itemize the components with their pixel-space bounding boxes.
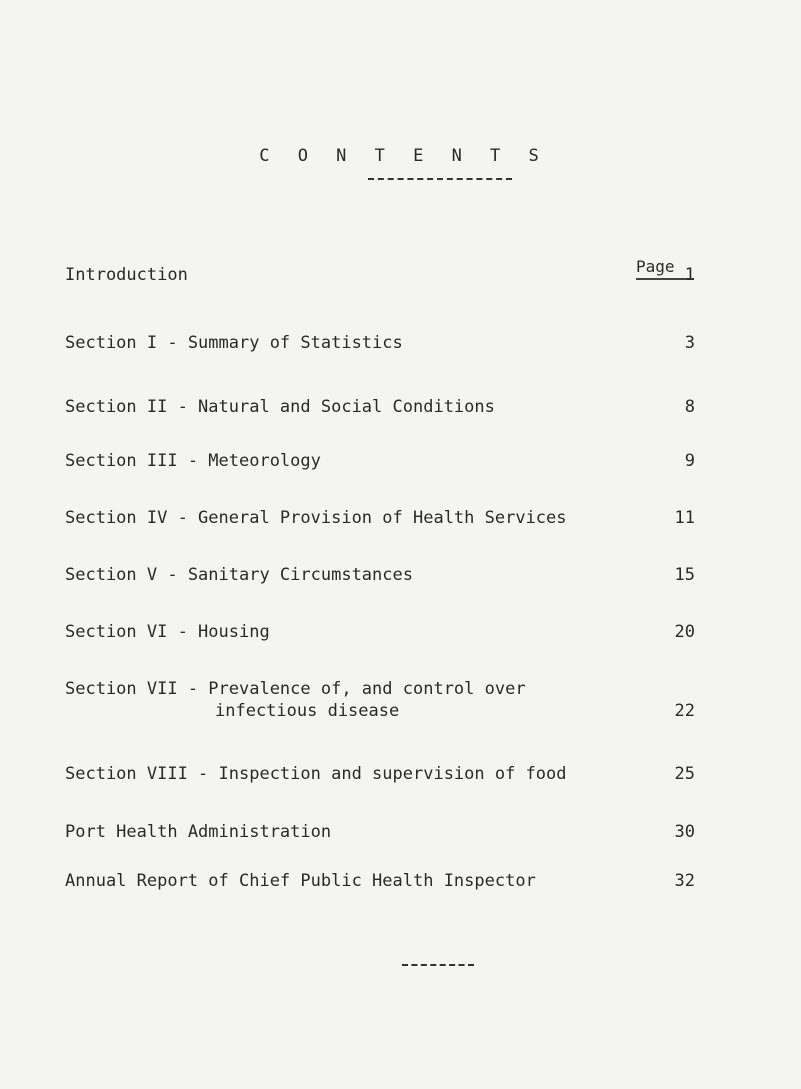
toc-entry-page: 15 [674,565,695,585]
toc-entry-page: 1 [684,265,695,285]
toc-entry-label: Section II - Natural and Social Conditions [65,397,495,417]
page-column-label: Page [636,257,675,276]
toc-entry-label: Section VII - Prevalence of, and control over [65,679,526,699]
toc-entry-label: Section VIII - Inspection and supervision of food [65,764,567,784]
toc-entry-page: 32 [674,871,695,891]
toc-entry-label: Section VI - Housing [65,622,270,642]
toc-entry-page: 8 [684,397,695,417]
toc-entry-label: Section IV - General Provision of Health Services [65,508,567,528]
toc-entry-page: 22 [674,701,695,721]
end-divider [402,964,474,966]
toc-entry-label: Port Health Administration [65,822,332,842]
toc-entry-page: 3 [684,333,695,353]
toc-entry-label-continuation: infectious disease [215,701,400,721]
toc-entry-page: 20 [674,622,695,642]
toc-entry-label: Section III - Meteorology [65,451,321,471]
toc-entry-label: Annual Report of Chief Public Health Inspector [65,871,536,891]
toc-entry-page: 25 [674,764,695,784]
toc-entry-label: Introduction [65,265,188,285]
toc-entry-label: Section V - Sanitary Circumstances [65,565,413,585]
toc-entry-page: 30 [674,822,695,842]
toc-entry-page: 9 [684,451,695,471]
page-title: C O N T E N T S [259,146,548,166]
toc-entry-label: Section I - Summary of Statistics [65,333,403,353]
toc-entry-page: 11 [674,508,695,528]
